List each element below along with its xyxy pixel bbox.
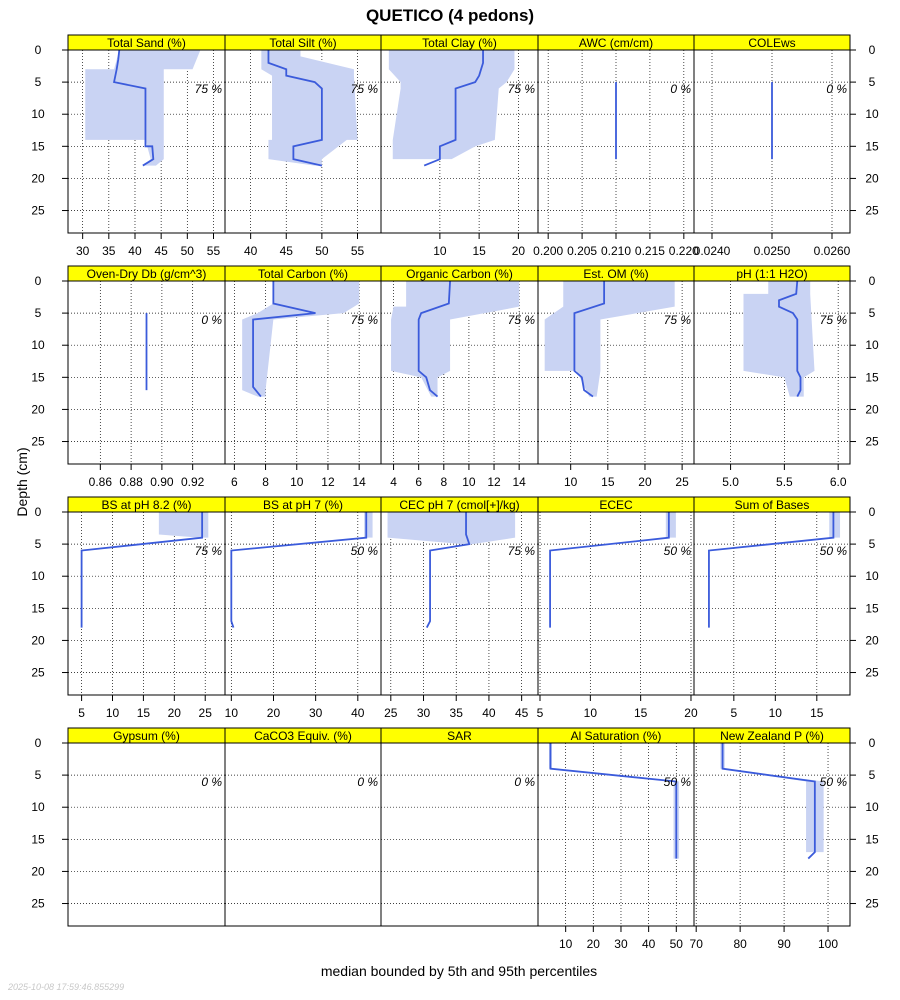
panel-strip-label: CaCO3 Equiv. (%) <box>254 729 352 743</box>
panel <box>694 497 879 720</box>
panel-frame <box>381 743 538 926</box>
x-tick-label: 25 <box>675 475 689 489</box>
x-tick-label: 4 <box>390 475 397 489</box>
panel-percent: 50 % <box>663 544 691 558</box>
median-line <box>709 512 833 628</box>
x-tick-label: 15 <box>601 475 615 489</box>
median-line <box>550 512 669 628</box>
x-tick-label: 15 <box>633 706 648 720</box>
y-tick-label: 5 <box>34 306 42 321</box>
panel <box>31 266 225 489</box>
x-tick-label: 50 <box>180 244 194 258</box>
panel-percent: 75 % <box>507 313 535 327</box>
y-tick-label: 15 <box>865 139 879 154</box>
y-tick-label: 25 <box>31 665 45 680</box>
y-tick-label: 15 <box>865 832 879 847</box>
y-tick-label: 10 <box>31 569 45 584</box>
x-tick-label: 45 <box>514 706 529 720</box>
panel-strip-label: Total Sand (%) <box>107 36 186 50</box>
panel-percent: 0 % <box>357 775 378 789</box>
panel <box>381 728 538 926</box>
y-tick-label: 20 <box>31 633 45 648</box>
x-tick-label: 20 <box>266 706 281 720</box>
panel-percent: 75 % <box>350 313 378 327</box>
panel <box>381 266 538 489</box>
panel-percent: 75 % <box>507 544 535 558</box>
percentile-band <box>743 281 814 397</box>
panel <box>694 35 879 258</box>
panel-percent: 0 % <box>826 82 847 96</box>
percentile-band <box>159 512 208 538</box>
median-line <box>550 743 676 859</box>
x-tick-label: 10 <box>105 706 120 720</box>
panel-frame <box>538 512 694 695</box>
x-tick-label: 0.88 <box>119 475 143 489</box>
x-tick-label: 50 <box>315 244 329 258</box>
y-tick-label: 20 <box>31 171 45 186</box>
panel-percent: 75 % <box>663 313 691 327</box>
x-tick-label: 12 <box>321 475 335 489</box>
median-line <box>723 743 815 859</box>
x-tick-label: 40 <box>128 244 142 258</box>
panel-strip-label: COLEws <box>748 36 796 50</box>
panel-percent: 0 % <box>514 775 535 789</box>
panel-percent: 75 % <box>194 82 222 96</box>
panel <box>31 497 225 720</box>
percentile-band <box>666 512 676 538</box>
panel-strip-label: Oven-Dry Db (g/cm^3) <box>86 267 207 281</box>
x-tick-label: 10 <box>433 244 447 258</box>
y-tick-label: 5 <box>868 306 876 321</box>
panel <box>690 728 879 951</box>
panel-strip-label: New Zealand P (%) <box>720 729 824 743</box>
panel-strip-label: Organic Carbon (%) <box>406 267 513 281</box>
x-tick-label: 20 <box>586 937 600 951</box>
x-tick-label: 45 <box>279 244 293 258</box>
panel <box>225 35 381 258</box>
y-tick-label: 5 <box>34 537 42 552</box>
panel <box>381 497 538 720</box>
x-tick-label: 45 <box>154 244 168 258</box>
x-tick-label: 8 <box>440 475 448 489</box>
x-tick-label: 0.0240 <box>693 244 731 258</box>
x-tick-label: 40 <box>482 706 496 720</box>
x-tick-label: 15 <box>136 706 151 720</box>
panel-percent: 75 % <box>819 313 847 327</box>
panel <box>225 728 381 926</box>
panel-strip-label: Al Saturation (%) <box>570 729 662 743</box>
panel-frame <box>694 512 850 695</box>
percentile-band <box>549 743 679 859</box>
y-tick-label: 0 <box>34 736 42 750</box>
x-tick-label: 30 <box>308 706 323 720</box>
panel <box>694 266 879 489</box>
panel-frame <box>68 512 225 695</box>
y-tick-label: 15 <box>31 139 45 154</box>
x-tick-label: 80 <box>733 937 747 951</box>
x-tick-label: 8 <box>262 475 269 489</box>
timestamp: 2025-10-08 17:59:46.855299 <box>8 982 125 992</box>
x-tick-label: 40 <box>351 706 365 720</box>
panel-frame <box>694 743 850 926</box>
x-tick-label: 5 <box>536 706 544 720</box>
panel-strip-label: Total Carbon (%) <box>257 267 349 281</box>
y-tick-label: 25 <box>31 434 45 449</box>
y-tick-label: 10 <box>31 338 45 353</box>
x-tick-label: 6 <box>415 475 423 489</box>
y-tick-label: 0 <box>34 43 42 57</box>
y-tick-label: 15 <box>31 832 45 847</box>
y-tick-label: 20 <box>865 402 879 417</box>
panel-percent: 0 % <box>201 775 222 789</box>
panel <box>31 35 225 258</box>
panel-percent: 50 % <box>663 775 691 789</box>
x-tick-label: 20 <box>511 244 526 258</box>
panel-frame <box>68 743 225 926</box>
panel-strip-label: BS at pH 7 (%) <box>262 498 344 512</box>
x-tick-label: 55 <box>206 244 221 258</box>
panel-percent: 50 % <box>819 544 847 558</box>
panel-grid <box>31 35 879 951</box>
panel-strip-label: Total Clay (%) <box>422 36 497 50</box>
y-tick-label: 0 <box>868 505 876 519</box>
panel-percent: 0 % <box>670 82 691 96</box>
panel-strip-label: pH (1:1 H2O) <box>736 267 808 281</box>
y-tick-label: 5 <box>868 768 876 783</box>
y-tick-label: 10 <box>31 800 45 815</box>
y-tick-label: 15 <box>31 601 45 616</box>
y-tick-label: 0 <box>868 274 876 288</box>
panel-percent: 75 % <box>350 82 378 96</box>
x-tick-label: 25 <box>198 706 212 720</box>
x-tick-label: 10 <box>462 475 476 489</box>
percentile-band <box>242 281 359 397</box>
panel-strip-label: Gypsum (%) <box>113 729 180 743</box>
x-tick-label: 0.92 <box>180 475 205 489</box>
percentile-band <box>85 50 200 166</box>
median-line <box>231 512 366 628</box>
y-tick-label: 5 <box>34 75 42 90</box>
y-tick-label: 20 <box>31 402 45 417</box>
panel <box>381 35 538 258</box>
x-tick-label: 10 <box>583 706 598 720</box>
x-tick-label: 6 <box>231 475 238 489</box>
y-tick-label: 10 <box>865 107 879 122</box>
percentile-band <box>388 512 516 544</box>
x-tick-label: 30 <box>614 937 628 951</box>
x-tick-label: 15 <box>472 244 486 258</box>
x-tick-label: 35 <box>102 244 116 258</box>
x-tick-label: 14 <box>512 475 526 489</box>
y-tick-label: 10 <box>865 800 879 815</box>
x-tick-label: 25 <box>384 706 398 720</box>
x-tick-label: 40 <box>243 244 258 258</box>
x-tick-label: 50 <box>669 937 683 951</box>
panel <box>225 266 381 489</box>
x-tick-label: 10 <box>290 475 304 489</box>
panel <box>538 266 694 489</box>
x-tick-label: 12 <box>487 475 501 489</box>
y-tick-label: 25 <box>31 896 45 911</box>
x-tick-label: 10 <box>768 706 782 720</box>
x-tick-label: 20 <box>684 706 698 720</box>
x-tick-label: 30 <box>416 706 431 720</box>
panel-percent: 75 % <box>194 544 222 558</box>
x-tick-label: 10 <box>558 937 573 951</box>
y-tick-label: 25 <box>865 203 879 218</box>
panel <box>225 497 381 720</box>
x-tick-label: 0.205 <box>567 244 598 258</box>
y-tick-label: 15 <box>865 601 879 616</box>
y-tick-label: 5 <box>34 768 42 783</box>
y-tick-label: 20 <box>31 864 45 879</box>
y-tick-label: 15 <box>865 370 879 385</box>
x-tick-label: 40 <box>641 937 656 951</box>
panel-strip-label: BS at pH 8.2 (%) <box>101 498 192 512</box>
y-tick-label: 25 <box>865 665 879 680</box>
x-tick-label: 0.215 <box>634 244 665 258</box>
panel-strip-label: ECEC <box>599 498 633 512</box>
y-tick-label: 20 <box>865 171 879 186</box>
x-tick-label: 0.210 <box>600 244 632 258</box>
y-tick-label: 10 <box>865 338 879 353</box>
panel-strip-label: Total Silt (%) <box>269 36 337 50</box>
y-tick-label: 5 <box>868 75 876 90</box>
panel <box>533 35 699 258</box>
panel <box>537 497 698 720</box>
x-tick-label: 5.0 <box>722 475 739 489</box>
y-tick-label: 0 <box>34 505 42 519</box>
x-tick-label: 0.90 <box>150 475 174 489</box>
y-tick-label: 10 <box>31 107 45 122</box>
x-tick-label: 0.86 <box>88 475 113 489</box>
x-tick-label: 6.0 <box>829 475 847 489</box>
x-tick-label: 5.5 <box>776 475 793 489</box>
panel-percent: 50 % <box>819 775 847 789</box>
panel <box>538 728 694 951</box>
panel-strip-label: Sum of Bases <box>734 498 810 512</box>
x-tick-label: 90 <box>777 937 791 951</box>
y-tick-label: 25 <box>865 434 879 449</box>
panel-percent: 75 % <box>507 82 535 96</box>
percentile-band <box>720 743 823 852</box>
percentile-band <box>829 512 840 538</box>
x-tick-label: 0.220 <box>668 244 699 258</box>
y-tick-label: 0 <box>868 736 876 750</box>
y-tick-label: 0 <box>868 43 876 57</box>
x-tick-label: 100 <box>818 937 839 951</box>
x-tick-label: 10 <box>564 475 578 489</box>
percentile-band <box>545 281 675 397</box>
x-tick-label: 0.0260 <box>813 244 851 258</box>
x-tick-label: 10 <box>224 706 239 720</box>
x-tick-label: 15 <box>810 706 824 720</box>
x-tick-label: 0.0250 <box>753 244 791 258</box>
x-tick-label: 20 <box>638 475 652 489</box>
y-tick-label: 5 <box>868 537 876 552</box>
percentile-band <box>261 50 357 166</box>
y-tick-label: 0 <box>34 274 42 288</box>
panel-strip-label: SAR <box>447 729 472 743</box>
panel-strip-label: AWC (cm/cm) <box>578 36 654 50</box>
y-axis-title: Depth (cm) <box>14 447 30 517</box>
x-tick-label: 5 <box>78 706 85 720</box>
percentile-band <box>389 50 515 159</box>
x-tick-label: 35 <box>449 706 463 720</box>
x-tick-label: 14 <box>352 475 366 489</box>
y-tick-label: 20 <box>865 864 879 879</box>
panel-strip-label: Est. OM (%) <box>583 267 649 281</box>
y-tick-label: 15 <box>31 370 45 385</box>
x-tick-label: 30 <box>75 244 90 258</box>
x-tick-label: 55 <box>350 244 365 258</box>
y-tick-label: 25 <box>865 896 879 911</box>
y-tick-label: 25 <box>31 203 45 218</box>
panel-percent: 50 % <box>350 544 378 558</box>
panel-strip-label: CEC pH 7 (cmol[+]/kg) <box>399 498 520 512</box>
panel <box>31 728 225 926</box>
x-tick-label: 20 <box>167 706 181 720</box>
panel-frame <box>225 743 381 926</box>
x-tick-label: 5 <box>730 706 738 720</box>
y-tick-label: 10 <box>865 569 879 584</box>
y-tick-label: 20 <box>865 633 879 648</box>
chart-title: QUETICO (4 pedons) <box>365 6 535 25</box>
x-axis-title: median bounded by 5th and 95th percentiles <box>320 963 598 979</box>
x-tick-label: 0.200 <box>533 244 564 258</box>
percentile-band <box>391 281 519 397</box>
x-tick-label: 70 <box>689 937 703 951</box>
panel-percent: 0 % <box>201 313 222 327</box>
